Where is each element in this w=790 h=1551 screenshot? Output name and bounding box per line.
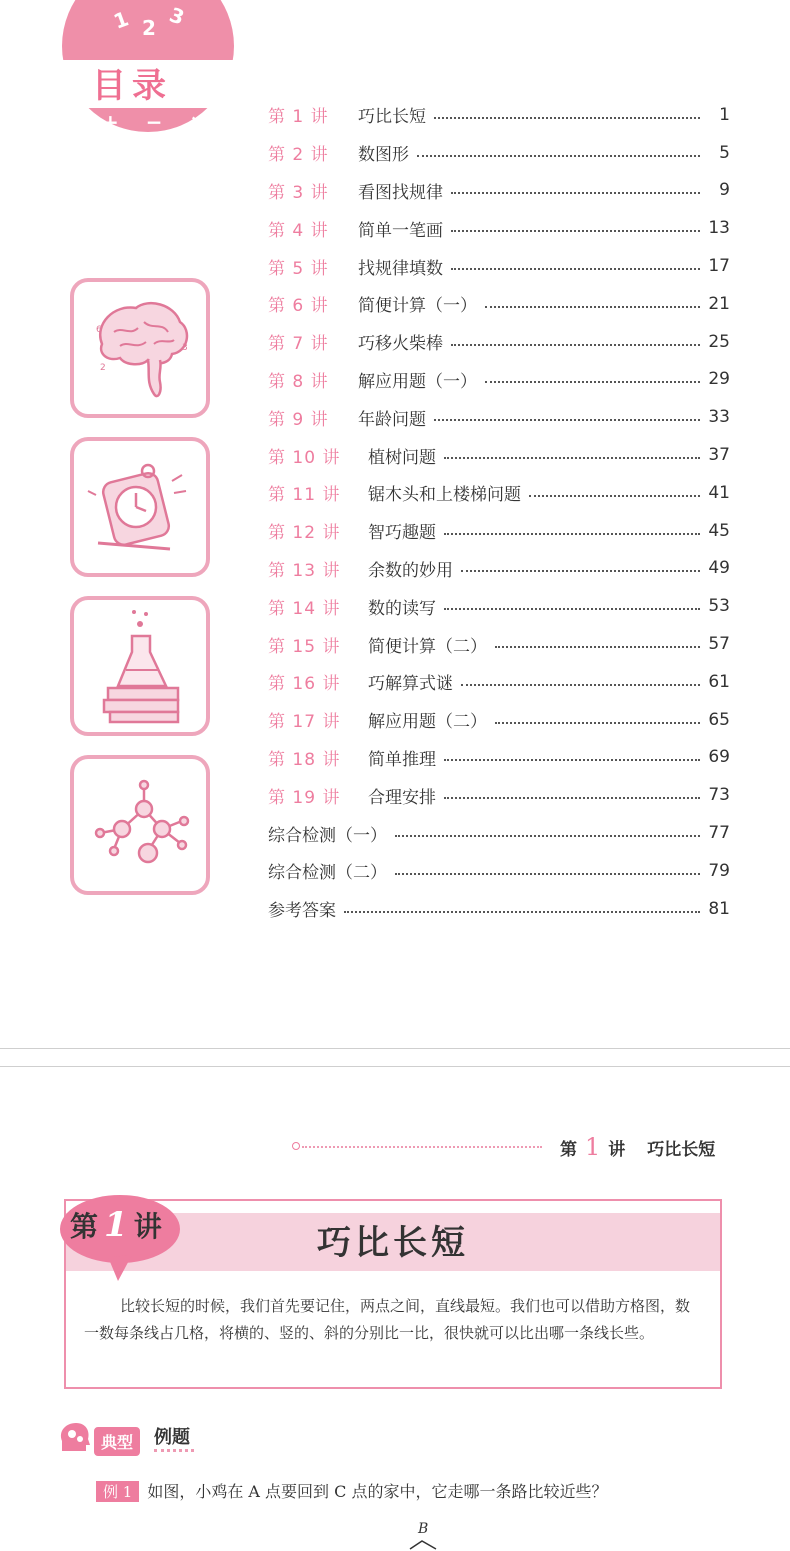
toc-entry-page: 29 xyxy=(708,369,730,390)
toc-entry-title: 巧移火柴棒 xyxy=(358,334,443,355)
toc-entry-page: 57 xyxy=(708,634,730,655)
badge-number-1: 1 xyxy=(110,6,132,34)
example-text: 如图，小鸡在 A 点要回到 C 点的家中，它走哪一条路比较近些？ xyxy=(147,1482,608,1501)
toc-entry-page: 17 xyxy=(708,256,730,277)
running-header-number: 1 xyxy=(585,1133,601,1161)
svg-text:3: 3 xyxy=(182,343,188,353)
toc-entry-title: 综合检测（二） xyxy=(268,863,387,884)
illustration-card-clock xyxy=(70,437,210,577)
toc-entry-page: 9 xyxy=(719,180,730,201)
toc-entry-page: 49 xyxy=(708,558,730,579)
toc-entry-page: 1 xyxy=(719,104,730,125)
toc-entry-page: 5 xyxy=(719,142,730,163)
toc-entry-title: 植树问题 xyxy=(368,447,436,468)
toc-entry[interactable] xyxy=(268,247,730,285)
toc-leader-dots xyxy=(344,911,700,913)
toc-entry-page: 45 xyxy=(708,520,730,541)
toc-entry[interactable] xyxy=(268,172,730,210)
toc-entry-number: 第 19 讲 xyxy=(268,787,341,808)
toc-entry[interactable] xyxy=(268,663,730,701)
svg-text:6: 6 xyxy=(96,325,102,335)
toc-entry-title: 看图找规律 xyxy=(358,182,443,203)
toc-entry-page: 53 xyxy=(708,596,730,617)
example-tag: 例 1 xyxy=(96,1481,139,1502)
toc-leader-dots xyxy=(485,381,700,383)
toc-entry[interactable] xyxy=(268,96,730,134)
toc-entry-number: 第 17 讲 xyxy=(268,712,341,733)
toc-entry-title: 合理安排 xyxy=(368,787,436,808)
toc-entry-page: 65 xyxy=(708,709,730,730)
toc-entry-number: 第 7 讲 xyxy=(268,334,329,355)
badge-number-3: 3 xyxy=(166,2,188,30)
toc-entry[interactable] xyxy=(268,587,730,625)
toc-entry-title: 简便计算（一） xyxy=(358,296,477,317)
illustration-card-molecule xyxy=(70,755,210,895)
toc-entry-number: 第 4 讲 xyxy=(268,220,329,241)
toc-entry-number: 第 10 讲 xyxy=(268,447,341,468)
lesson-badge-number: 1 xyxy=(104,1205,128,1245)
lesson-number-badge xyxy=(58,1191,182,1283)
toc-leader-dots xyxy=(395,873,700,875)
example-1 xyxy=(96,1479,736,1507)
lesson-title: 巧比长短 xyxy=(317,1223,469,1263)
toc-entry-number: 第 16 讲 xyxy=(268,674,341,695)
toc-entry-number: 第 5 讲 xyxy=(268,258,329,279)
toc-entry-number: 第 12 讲 xyxy=(268,523,341,544)
toc-entry-page: 79 xyxy=(708,860,730,881)
toc-entry-page: 77 xyxy=(708,823,730,844)
toc-leader-dots xyxy=(451,344,700,346)
toc-entry[interactable] xyxy=(268,701,730,739)
toc-entry[interactable] xyxy=(268,512,730,550)
toc-entry-number: 第 6 讲 xyxy=(268,296,329,317)
toc-entry[interactable] xyxy=(268,739,730,777)
toc-entry[interactable] xyxy=(268,436,730,474)
running-header-pre: 第 xyxy=(560,1140,577,1160)
toc-leader-dots xyxy=(485,306,700,308)
toc-title: 目录 xyxy=(92,66,172,106)
toc-entry-title: 综合检测（一） xyxy=(268,825,387,846)
toc-entry-title: 解应用题（一） xyxy=(358,371,477,392)
toc-entry-page: 37 xyxy=(708,445,730,466)
badge-operators: + − × ÷ xyxy=(102,110,217,158)
toc-leader-dots xyxy=(461,684,700,686)
head-gears-icon xyxy=(56,1421,92,1457)
typical-tag: 典型 xyxy=(94,1427,140,1456)
toc-entry-page: 21 xyxy=(708,293,730,314)
toc-entry[interactable] xyxy=(268,398,730,436)
toc-entry[interactable] xyxy=(268,323,730,361)
toc-leader-dots xyxy=(444,457,700,459)
toc-entry-title: 找规律填数 xyxy=(358,258,443,279)
toc-entry[interactable] xyxy=(268,209,730,247)
toc-entry-title: 简便计算（二） xyxy=(368,636,487,657)
figure-point-label: B xyxy=(418,1521,429,1537)
toc-entry-number: 第 8 讲 xyxy=(268,371,329,392)
molecule-icon xyxy=(74,759,206,891)
toc-entry-title: 简单推理 xyxy=(368,749,436,770)
lesson-intro-text: 比较长短的时候，我们首先要记住，两点之间，直线最短。我们也可以借助方格图，数一数每条线占几格，将横的、竖的、斜的分别比一比，很快就可以比出哪一条线长些。 xyxy=(84,1297,691,1342)
toc-entry-title: 参考答案 xyxy=(268,901,336,922)
lesson-badge-pre: 第 xyxy=(70,1210,99,1243)
illustration-card-flask xyxy=(70,596,210,736)
toc-leader-dots xyxy=(444,759,700,761)
header-dot xyxy=(292,1142,300,1150)
toc-leader-dots xyxy=(451,192,700,194)
lesson-page xyxy=(0,1066,790,1547)
toc-entry[interactable] xyxy=(268,625,730,663)
toc-entry-title: 解应用题（二） xyxy=(368,712,487,733)
toc-entry-title: 智巧趣题 xyxy=(368,523,436,544)
toc-entry-page: 69 xyxy=(708,747,730,768)
running-header xyxy=(292,1131,732,1163)
toc-entry-title: 数的读写 xyxy=(368,598,436,619)
toc-entry-title: 数图形 xyxy=(358,145,409,166)
header-dotted-line xyxy=(302,1146,542,1148)
toc-entry[interactable] xyxy=(268,474,730,512)
toc-entry-title: 余数的妙用 xyxy=(368,560,453,581)
toc-leader-dots xyxy=(495,646,700,648)
toc-entry-page: 25 xyxy=(708,331,730,352)
toc-leader-dots xyxy=(434,419,700,421)
toc-leader-dots xyxy=(461,570,700,572)
toc-entry-page: 81 xyxy=(708,898,730,919)
lesson-badge-post: 讲 xyxy=(133,1210,162,1243)
toc-entry-page: 41 xyxy=(708,482,730,503)
toc-list xyxy=(268,96,730,928)
toc-leader-dots xyxy=(529,495,700,497)
toc-leader-dots xyxy=(495,722,700,724)
toc-entry-title: 年龄问题 xyxy=(358,409,426,430)
flask-on-books-icon xyxy=(74,600,206,732)
toc-entry-page: 13 xyxy=(708,218,730,239)
toc-leader-dots xyxy=(444,533,700,535)
toc-entry-number: 第 18 讲 xyxy=(268,749,341,770)
badge-number-2: 2 xyxy=(142,16,156,40)
toc-entry[interactable] xyxy=(268,134,730,172)
figure-path-fragment xyxy=(408,1537,438,1551)
toc-leader-dots xyxy=(451,268,700,270)
toc-entry-number: 第 14 讲 xyxy=(268,598,341,619)
running-header-title: 巧比长短 xyxy=(647,1140,716,1160)
brain-icon xyxy=(74,282,206,414)
toc-entry[interactable] xyxy=(268,890,730,928)
toc-entry[interactable] xyxy=(268,285,730,323)
toc-entry-page: 73 xyxy=(708,785,730,806)
toc-entry-number: 第 11 讲 xyxy=(268,485,341,506)
toc-leader-dots xyxy=(444,797,700,799)
toc-entry-number: 第 2 讲 xyxy=(268,145,329,166)
typical-example-heading xyxy=(56,1419,216,1459)
toc-entry[interactable] xyxy=(268,550,730,588)
toc-entry-number: 第 3 讲 xyxy=(268,182,329,203)
alarm-clock-icon xyxy=(74,441,206,573)
toc-entry-number: 第 1 讲 xyxy=(268,107,329,128)
svg-text:2: 2 xyxy=(100,363,106,373)
illustration-card-brain xyxy=(70,278,210,418)
toc-entry[interactable] xyxy=(268,814,730,852)
typical-label: 例题 xyxy=(154,1427,190,1448)
toc-leader-dots xyxy=(395,835,700,837)
running-header-post: 讲 xyxy=(608,1140,626,1160)
toc-leader-dots xyxy=(434,117,700,119)
toc-entry-number: 第 13 讲 xyxy=(268,560,341,581)
toc-entry-page: 33 xyxy=(708,407,730,428)
toc-entry[interactable] xyxy=(268,852,730,890)
running-header-text xyxy=(560,1133,715,1161)
toc-entry-title: 简单一笔画 xyxy=(358,220,443,241)
toc-entry[interactable] xyxy=(268,361,730,399)
toc-entry-title: 锯木头和上楼梯问题 xyxy=(368,485,521,506)
toc-entry-number: 第 9 讲 xyxy=(268,409,329,430)
toc-entry-title: 巧解算式谜 xyxy=(368,674,453,695)
toc-entry-title: 巧比长短 xyxy=(358,107,426,128)
toc-entry-page: 61 xyxy=(708,671,730,692)
toc-entry-number: 第 15 讲 xyxy=(268,636,341,657)
lesson-badge-text xyxy=(70,1205,162,1245)
toc-leader-dots xyxy=(451,230,700,232)
toc-entry[interactable] xyxy=(268,776,730,814)
toc-leader-dots xyxy=(444,608,700,610)
typical-underline xyxy=(154,1449,194,1452)
toc-leader-dots xyxy=(417,155,700,157)
